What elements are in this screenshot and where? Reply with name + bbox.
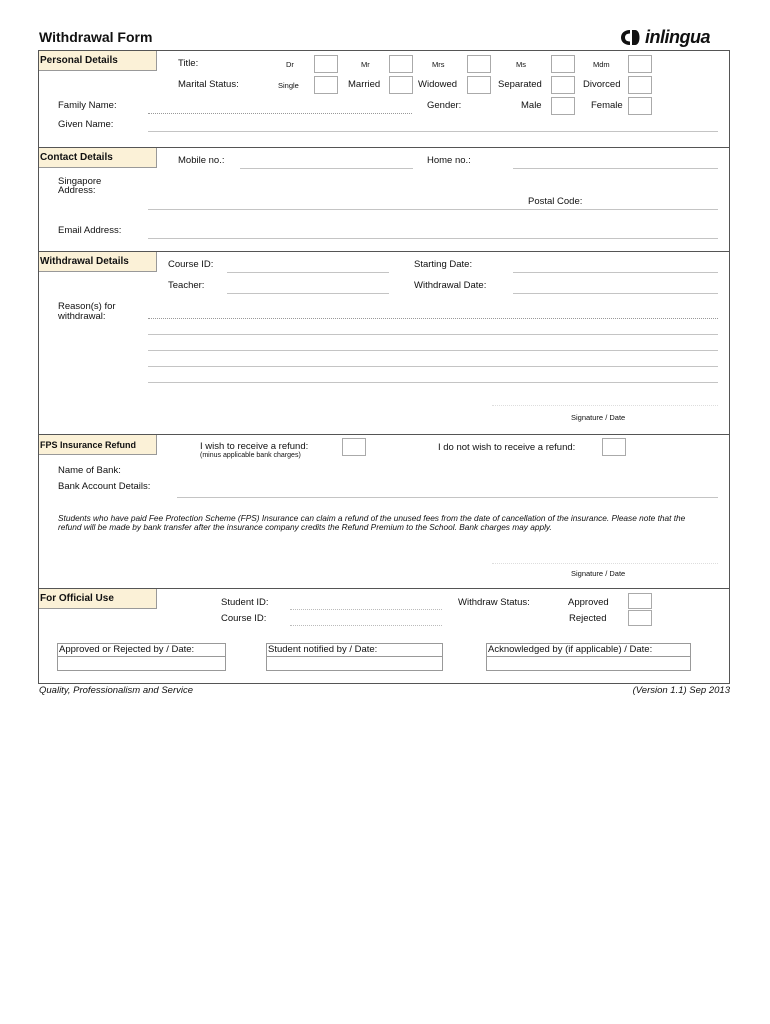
official-course-id-field[interactable] (290, 625, 442, 626)
wish-refund-note: (minus applicable bank charges) (200, 452, 301, 459)
withdrawal-signature-label: Signature / Date (571, 413, 626, 422)
reason-line[interactable] (148, 382, 718, 383)
marital-married-checkbox[interactable] (389, 76, 413, 94)
given-name-label: Given Name: (58, 119, 114, 130)
marital-single-checkbox[interactable] (314, 76, 338, 94)
reason-line[interactable] (148, 318, 718, 319)
teacher-field[interactable] (227, 293, 389, 294)
gender-male-checkbox[interactable] (551, 97, 575, 115)
approved-by-cell[interactable] (57, 643, 226, 671)
mobile-label: Mobile no.: (178, 155, 225, 166)
withdrawal-signature-field[interactable] (492, 405, 718, 406)
marital-separated-checkbox[interactable] (551, 76, 575, 94)
title-mr-checkbox[interactable] (389, 55, 413, 73)
email-field[interactable] (148, 238, 718, 239)
status-rejected-checkbox[interactable] (628, 610, 652, 626)
email-label: Email Address: (58, 225, 122, 236)
withdraw-status-label: Withdraw Status: (458, 597, 530, 608)
title-ms-checkbox[interactable] (551, 55, 575, 73)
gender-option-male: Male (521, 100, 542, 111)
notified-by-label: Student notified by / Date: (267, 644, 442, 657)
family-name-field[interactable] (148, 113, 412, 114)
withdrawal-date-field[interactable] (513, 293, 718, 294)
status-rejected-label: Rejected (569, 613, 607, 624)
title-mdm-checkbox[interactable] (628, 55, 652, 73)
withdrawal-date-label: Withdrawal Date: (414, 280, 487, 291)
marital-divorced-checkbox[interactable] (628, 76, 652, 94)
marital-option-widowed: Widowed (418, 79, 458, 90)
title-option-ms: Ms (516, 60, 526, 69)
wish-refund-label: I wish to receive a refund: (200, 441, 309, 452)
acknowledged-by-cell[interactable] (486, 643, 691, 671)
reason-line[interactable] (148, 334, 718, 335)
inlingua-logo-icon (620, 29, 640, 46)
status-approved-checkbox[interactable] (628, 593, 652, 609)
bank-account-field[interactable] (177, 497, 718, 498)
teacher-label: Teacher: (168, 280, 205, 291)
title-label: Title: (178, 58, 199, 69)
marital-option-single: Single (278, 81, 299, 90)
fps-signature-label: Signature / Date (571, 569, 626, 578)
title-option-mr: Mr (361, 60, 370, 69)
starting-date-label: Starting Date: (414, 259, 473, 270)
address-label-line2: Address: (58, 185, 96, 196)
status-approved-label: Approved (568, 597, 609, 608)
reason-line[interactable] (148, 366, 718, 367)
postal-code-label: Postal Code: (528, 196, 583, 207)
marital-option-divorced: Divorced (583, 79, 621, 90)
reason-label-line2: withdrawal: (58, 311, 106, 322)
inlingua-logo (620, 27, 732, 49)
family-name-label: Family Name: (58, 100, 117, 111)
fps-refund-heading: FPS Insurance Refund (39, 435, 157, 455)
gender-label: Gender: (427, 100, 462, 111)
address-field[interactable] (148, 209, 718, 210)
no-refund-checkbox[interactable] (602, 438, 626, 456)
logo-wordmark: inlingua (645, 27, 710, 47)
footer-version: (Version 1.1) Sep 2013 (632, 685, 730, 696)
acknowledged-by-label: Acknowledged by (if applicable) / Date: (487, 644, 690, 657)
personal-details-heading: Personal Details (39, 51, 157, 71)
footer-tagline: Quality, Professionalism and Service (39, 685, 193, 696)
mobile-field[interactable] (240, 168, 413, 169)
page-title: Withdrawal Form (39, 29, 153, 45)
student-id-field[interactable] (290, 609, 442, 610)
no-refund-label: I do not wish to receive a refund: (438, 442, 576, 453)
title-option-mdm: Mdm (593, 60, 610, 69)
reason-line[interactable] (148, 350, 718, 351)
marital-status-label: Marital Status: (178, 79, 239, 90)
address-label-line1: Singapore (58, 176, 102, 187)
given-name-field[interactable] (148, 131, 718, 132)
approved-by-label: Approved or Rejected by / Date: (58, 644, 225, 657)
notified-by-cell[interactable] (266, 643, 443, 671)
fps-signature-field[interactable] (492, 563, 718, 564)
contact-details-heading: Contact Details (39, 148, 157, 168)
title-option-dr: Dr (286, 60, 294, 69)
student-id-label: Student ID: (221, 597, 269, 608)
title-dr-checkbox[interactable] (314, 55, 338, 73)
marital-option-separated: Separated (498, 79, 542, 90)
withdrawal-details-heading: Withdrawal Details (39, 252, 157, 272)
bank-name-label: Name of Bank: (58, 465, 121, 476)
home-number-field[interactable] (513, 168, 718, 169)
official-course-id-label: Course ID: (221, 613, 267, 624)
gender-female-checkbox[interactable] (628, 97, 652, 115)
bank-account-label: Bank Account Details: (58, 481, 151, 492)
official-use-heading: For Official Use (39, 589, 157, 609)
fps-refund-note: Students who have paid Fee Protection Scheme (FPS) Insurance can claim a refund of the unused fees from the date of cancellation of the insurance. Please note that the refund will be made by bank transfer after the insurance company credits the Refund Premium to the School. Bank charges may apply. (58, 513, 686, 532)
marital-widowed-checkbox[interactable] (467, 76, 491, 94)
gender-option-female: Female (591, 100, 623, 111)
wish-refund-checkbox[interactable] (342, 438, 366, 456)
course-id-field[interactable] (227, 272, 389, 273)
home-number-label: Home no.: (427, 155, 471, 166)
course-id-label: Course ID: (168, 259, 214, 270)
starting-date-field[interactable] (513, 272, 718, 273)
title-mrs-checkbox[interactable] (467, 55, 491, 73)
title-option-mrs: Mrs (432, 60, 445, 69)
marital-option-married: Married (348, 79, 381, 90)
reason-label-line1: Reason(s) for (58, 301, 116, 312)
